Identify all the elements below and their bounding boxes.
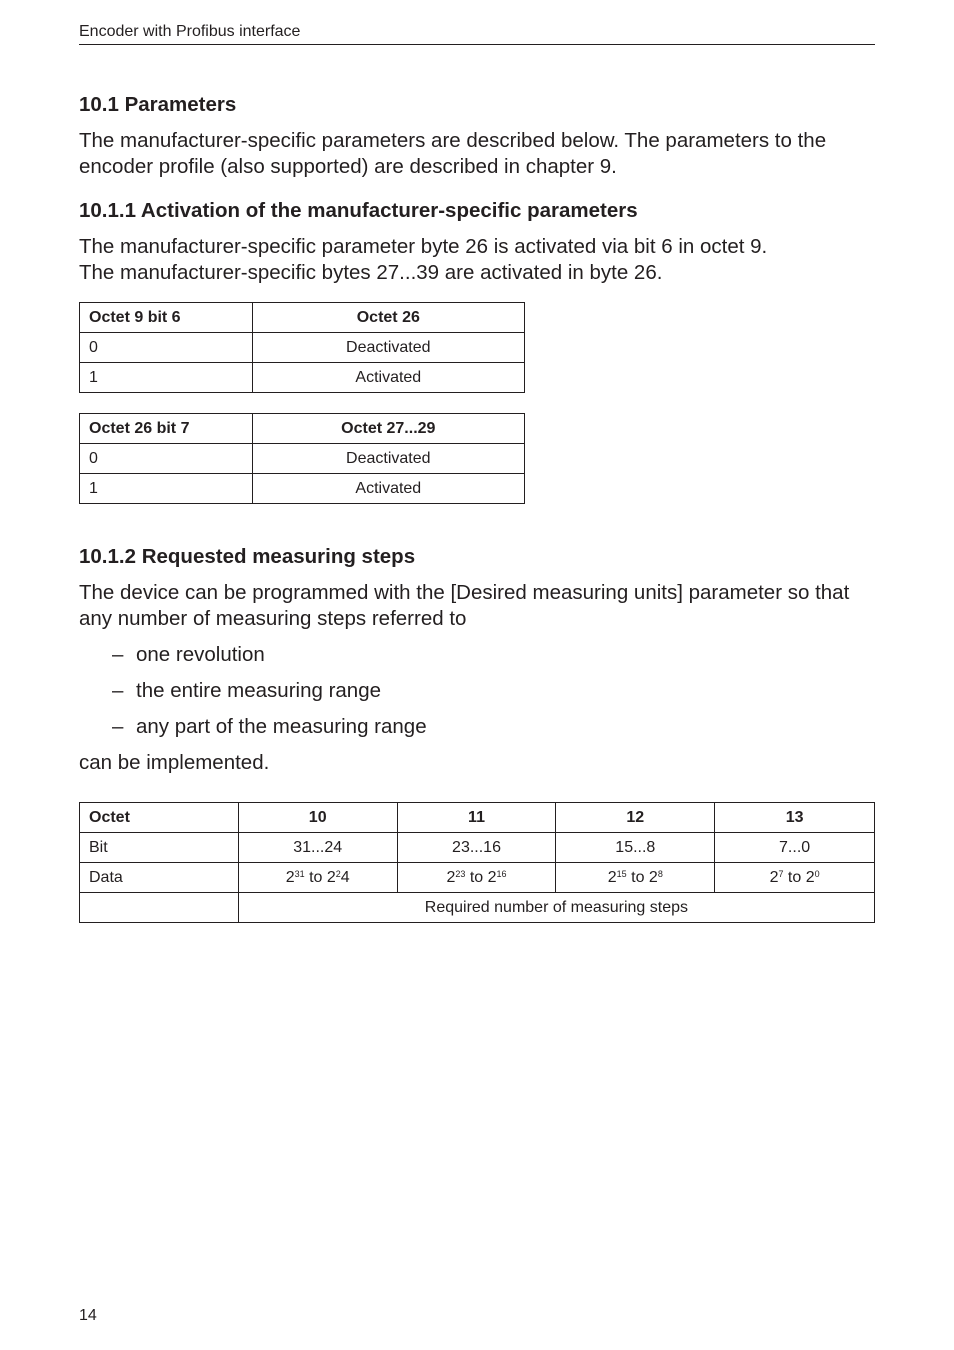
table-cell-merged: Required number of measuring steps — [238, 893, 874, 923]
table-header-cell: 11 — [397, 803, 556, 833]
table-cell: 0 — [80, 444, 253, 474]
dash-bullet: – — [112, 643, 124, 666]
table-row-data — [80, 863, 875, 893]
closing-sentence: can be implemented. — [79, 751, 270, 774]
exponent: 8 — [657, 868, 663, 879]
base-text: 2 — [805, 868, 815, 886]
section-heading-measuring-steps: 10.1.2 Requested measuring steps — [79, 545, 416, 568]
table-cell: 0 — [80, 333, 253, 363]
exponent: 15 — [616, 868, 627, 879]
base-text: 2 — [648, 868, 658, 886]
octet-9-activation-table — [79, 302, 525, 393]
list-item-text: the entire measuring range — [136, 679, 382, 702]
table-cell — [715, 863, 875, 893]
base-text: 2 — [285, 868, 295, 886]
table-header-cell: 12 — [556, 803, 715, 833]
exponent: 2 — [335, 868, 341, 879]
table-cell: 1 — [80, 474, 253, 504]
table-cell: Data — [80, 863, 239, 893]
base-text: 2 — [769, 868, 779, 886]
section-heading-activation: 10.1.1 Activation of the manufacturer-specific parameters — [79, 199, 638, 222]
table-header-cell: 13 — [715, 803, 875, 833]
list-item — [79, 642, 879, 668]
table-cell — [238, 863, 397, 893]
table-cell: 15...8 — [556, 833, 715, 863]
dash-bullet: – — [112, 679, 124, 702]
list-item-text: any part of the measuring range — [136, 715, 427, 738]
range-separator: to — [304, 868, 327, 886]
table-row — [80, 444, 525, 474]
tail-text: 4 — [340, 868, 350, 886]
exponent: 0 — [814, 868, 820, 879]
base-text: 2 — [607, 868, 617, 886]
exponent: 23 — [455, 868, 466, 879]
table-cell: Bit — [80, 833, 239, 863]
exponent: 7 — [778, 868, 784, 879]
list-item-text: one revolution — [136, 643, 265, 666]
table-header-row — [80, 303, 525, 333]
exponent: 16 — [496, 868, 507, 879]
table-cell: Activated — [252, 474, 524, 504]
page-number: 14 — [79, 1307, 97, 1324]
table-cell: 31...24 — [238, 833, 397, 863]
base-text: 2 — [446, 868, 456, 886]
range-separator: to — [626, 868, 649, 886]
table-cell — [397, 863, 556, 893]
table-header-cell: Octet 27...29 — [252, 414, 524, 444]
range-separator: to — [465, 868, 488, 886]
base-text: 2 — [326, 868, 336, 886]
section-heading-parameters: 10.1 Parameters — [79, 93, 237, 116]
table-row — [80, 333, 525, 363]
intro-paragraph: The manufacturer-specific parameters are described below. The parameters to the encoder profile (also supported) are described in chapter 9. — [79, 129, 827, 178]
table-cell: 1 — [80, 363, 253, 393]
dash-bullet: – — [112, 715, 124, 738]
table-header-cell: 10 — [238, 803, 397, 833]
activation-line-1: The manufacturer-specific parameter byte 26 is activated via bit 6 in octet 9. — [79, 235, 768, 258]
table-cell — [80, 893, 239, 923]
base-text: 2 — [487, 868, 497, 886]
table-row-bit — [80, 833, 875, 863]
measuring-steps-table — [79, 802, 875, 923]
activation-line-2: The manufacturer-specific bytes 27...39 are activated in byte 26. — [79, 261, 663, 284]
range-separator: to — [783, 868, 806, 886]
table-cell: Deactivated — [252, 444, 524, 474]
table-cell: 7...0 — [715, 833, 875, 863]
table-cell: Deactivated — [252, 333, 524, 363]
measuring-steps-paragraph: The device can be programmed with the [Desired measuring units] parameter so that any number of measuring steps referred to — [79, 581, 850, 630]
table-row-footer — [80, 893, 875, 923]
table-header-cell: Octet 26 — [252, 303, 524, 333]
table-header-row — [80, 803, 875, 833]
table-header-cell: Octet — [80, 803, 239, 833]
page-content — [79, 92, 879, 923]
table-row — [80, 474, 525, 504]
table-cell: 23...16 — [397, 833, 556, 863]
table-cell: Activated — [252, 363, 524, 393]
table-header-cell: Octet 26 bit 7 — [80, 414, 253, 444]
octet-26-activation-table — [79, 413, 525, 504]
table-header-row — [80, 414, 525, 444]
measuring-reference-list — [79, 642, 879, 740]
running-header: Encoder with Profibus interface — [79, 22, 875, 45]
list-item — [79, 678, 879, 704]
table-cell — [556, 863, 715, 893]
table-row — [80, 363, 525, 393]
list-item — [79, 714, 879, 740]
exponent: 31 — [294, 868, 305, 879]
table-header-cell: Octet 9 bit 6 — [80, 303, 253, 333]
activation-text — [79, 234, 879, 286]
